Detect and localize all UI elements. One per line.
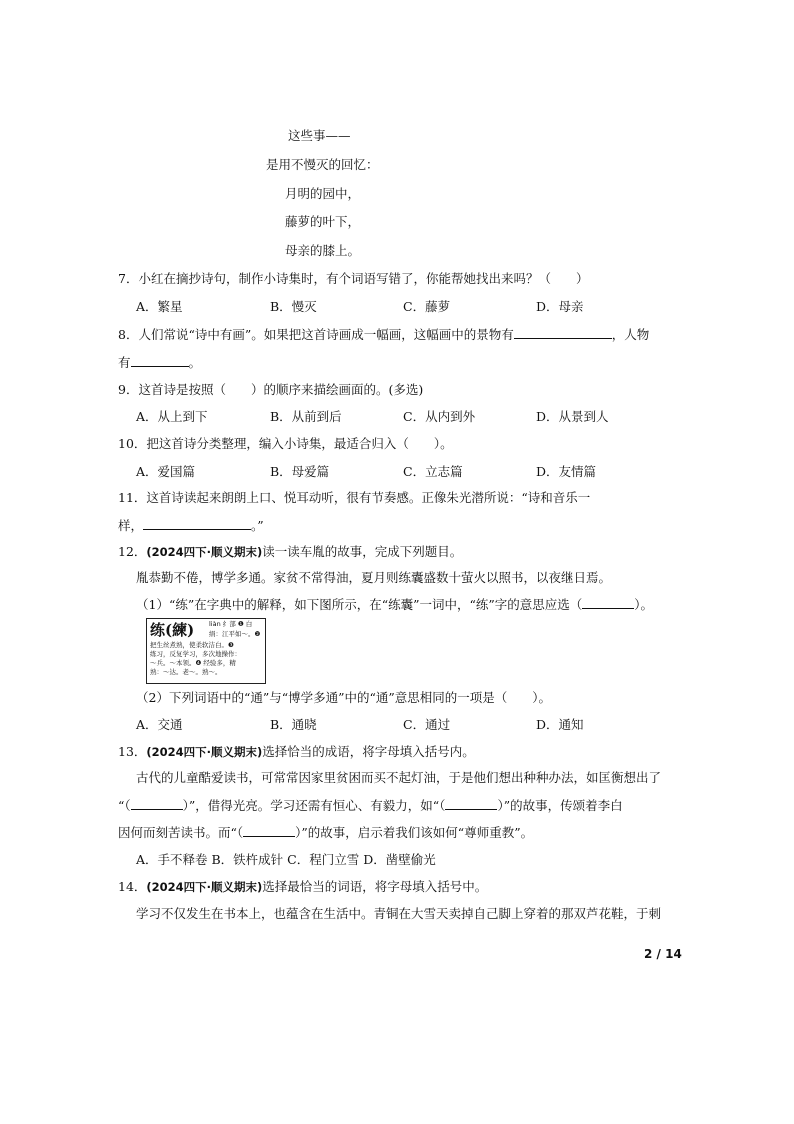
q12-sub1-text-a: （1）“练”在字典中的解释，如下图所示，在“练囊”一词中，“练”字的意思应选（ — [136, 597, 583, 612]
question-14 — [118, 879, 487, 895]
dict-def-4: ～兵。～本领。❹ 经验多，精 — [150, 659, 236, 667]
q11-answer-blank[interactable] — [143, 517, 251, 530]
q8-text-a: 8．人们常说“诗中有画”。如果把这首诗画成一幅画，这幅画中的景物有 — [118, 327, 514, 342]
q12-passage: 胤恭勤不倦，博学多通。家贫不常得油，夏月则练囊盛数十萤火以照书，以夜继日焉。 — [136, 570, 612, 585]
question-13 — [118, 744, 475, 760]
dict-def-3: 练习，反复学习，多次地操作： — [150, 650, 241, 658]
dict-def-1: 绢：江平如～。❷ — [209, 630, 261, 638]
q13-options: A．手不释卷 B．铁杵成针 C．程门立雪 D．凿壁偷光 — [136, 852, 436, 867]
q10-option-d: D．友情篇 — [536, 464, 597, 479]
q8-text-c: 有 — [118, 355, 131, 370]
dict-pinyin: liàn 纟部 ❶ 白 — [209, 620, 253, 628]
dict-def-2: 把生丝煮熟，使柔软洁白。❸ — [150, 641, 234, 649]
q13-text: 选择恰当的成语，将字母填入括号内。 — [262, 744, 475, 759]
q10-option-b: B．母爱篇 — [270, 464, 330, 479]
q7-option-d: D．母亲 — [536, 299, 584, 314]
q8-text-d: 。 — [188, 355, 202, 370]
q13-paragraph-3 — [118, 824, 533, 841]
question-8 — [118, 326, 649, 343]
q14-paragraph-1: 学习不仅发生在书本上，也蕴含在生活中。青铜在大雪天卖掉自己脚上穿着的那双芦花鞋，于刺 — [136, 906, 662, 921]
q13-answer-blank-3[interactable] — [243, 824, 295, 837]
question-12 — [118, 544, 462, 560]
q7-option-a: A．繁星 — [136, 299, 183, 314]
poem-line-1: 这些事—— — [288, 128, 351, 143]
q7-option-b: B．慢灭 — [270, 299, 317, 314]
q12-sub1-text-b: ）。 — [634, 597, 654, 612]
question-9: 9．这首诗是按照（ ）的顺序来描绘画面的。(多选) — [118, 382, 424, 397]
q13-p2-text-b: ）”，借得光亮。学习还需有恒心、有毅力，如“（ — [182, 798, 446, 813]
poem-line-3: 月明的园中， — [285, 186, 361, 201]
q12-number: 12． — [118, 544, 147, 559]
question-7: 7．小红在摘抄诗句，制作小诗集时，有个词语写错了，你能帮她找出来吗？（ ） — [118, 271, 589, 286]
q11-text-c: 。” — [251, 518, 264, 533]
q12-sub1-answer-blank[interactable] — [582, 596, 634, 609]
poem-line-4: 藤萝的叶下， — [285, 214, 361, 229]
poem-line-5: 母亲的膝上。 — [285, 243, 361, 258]
q12-option-b: B．通晓 — [270, 717, 317, 732]
q8-text-b: ，人物 — [611, 327, 650, 342]
page-number: 2 / 14 — [644, 947, 682, 961]
q7-option-c: C．藤萝 — [403, 299, 451, 314]
q8-answer-blank-1[interactable] — [514, 326, 612, 339]
q13-p3-text-a: 因何而刻苦读书。而“（ — [118, 825, 244, 840]
q11-text-b: 样， — [118, 518, 144, 533]
q13-answer-blank-2[interactable] — [445, 797, 497, 810]
q13-p2-text-c: ）”的故事，传颂着李白 — [497, 798, 623, 813]
q14-source: (2024四下·顺义期末) — [146, 880, 263, 894]
q13-paragraph-1: 古代的儿童酷爱读书，可常常因家里贫困而买不起灯油，于是他们想出种种办法，如匡衡想出了 — [136, 770, 662, 785]
q9-option-d: D．从景到人 — [536, 409, 609, 424]
q13-p3-text-b: ）”的故事，启示着我们该如何“尊师重教”。 — [295, 825, 534, 840]
dict-character: 练(練) — [150, 621, 195, 639]
q13-paragraph-2 — [118, 797, 623, 814]
q12-text: 读一读车胤的故事，完成下列题目。 — [262, 544, 463, 559]
q10-option-a: A．爱国篇 — [136, 464, 196, 479]
q8-answer-blank-2[interactable] — [131, 354, 189, 367]
q14-number: 14． — [118, 879, 147, 894]
q13-p2-text-a: “（ — [118, 798, 131, 813]
q13-number: 13． — [118, 744, 147, 759]
q13-answer-blank-1[interactable] — [131, 797, 183, 810]
q12-option-c: C．通过 — [403, 717, 451, 732]
q12-sub-2: （2）下列词语中的“通”与“博学多通”中的“通”意思相同的一项是（ ）。 — [136, 690, 552, 705]
q9-option-a: A．从上到下 — [136, 409, 208, 424]
question-11: 11．这首诗读起来朗朗上口、悦耳动听，很有节奏感。正像朱光潜所说：“诗和音乐一 — [118, 490, 591, 505]
q13-source: (2024四下·顺义期末) — [146, 745, 263, 759]
question-8-cont — [118, 354, 201, 371]
question-11-cont — [118, 517, 264, 534]
poem-line-2: 是用不慢灭的回忆： — [266, 157, 379, 172]
q10-option-c: C．立志篇 — [403, 464, 463, 479]
question-10: 10．把这首诗分类整理，编入小诗集，最适合归入（ ）。 — [118, 436, 453, 451]
q9-option-c: C．从内到外 — [403, 409, 476, 424]
q12-sub-1 — [136, 596, 653, 613]
q12-option-d: D．通知 — [536, 717, 584, 732]
dict-def-5: 熟：～达。老～。熟～。 — [150, 668, 222, 676]
dictionary-entry-image — [146, 618, 266, 684]
q12-option-a: A．交通 — [136, 717, 183, 732]
q14-text: 选择最恰当的词语，将字母填入括号中。 — [262, 879, 488, 894]
q12-source: (2024四下·顺义期末) — [146, 545, 263, 559]
q9-option-b: B．从前到后 — [270, 409, 342, 424]
